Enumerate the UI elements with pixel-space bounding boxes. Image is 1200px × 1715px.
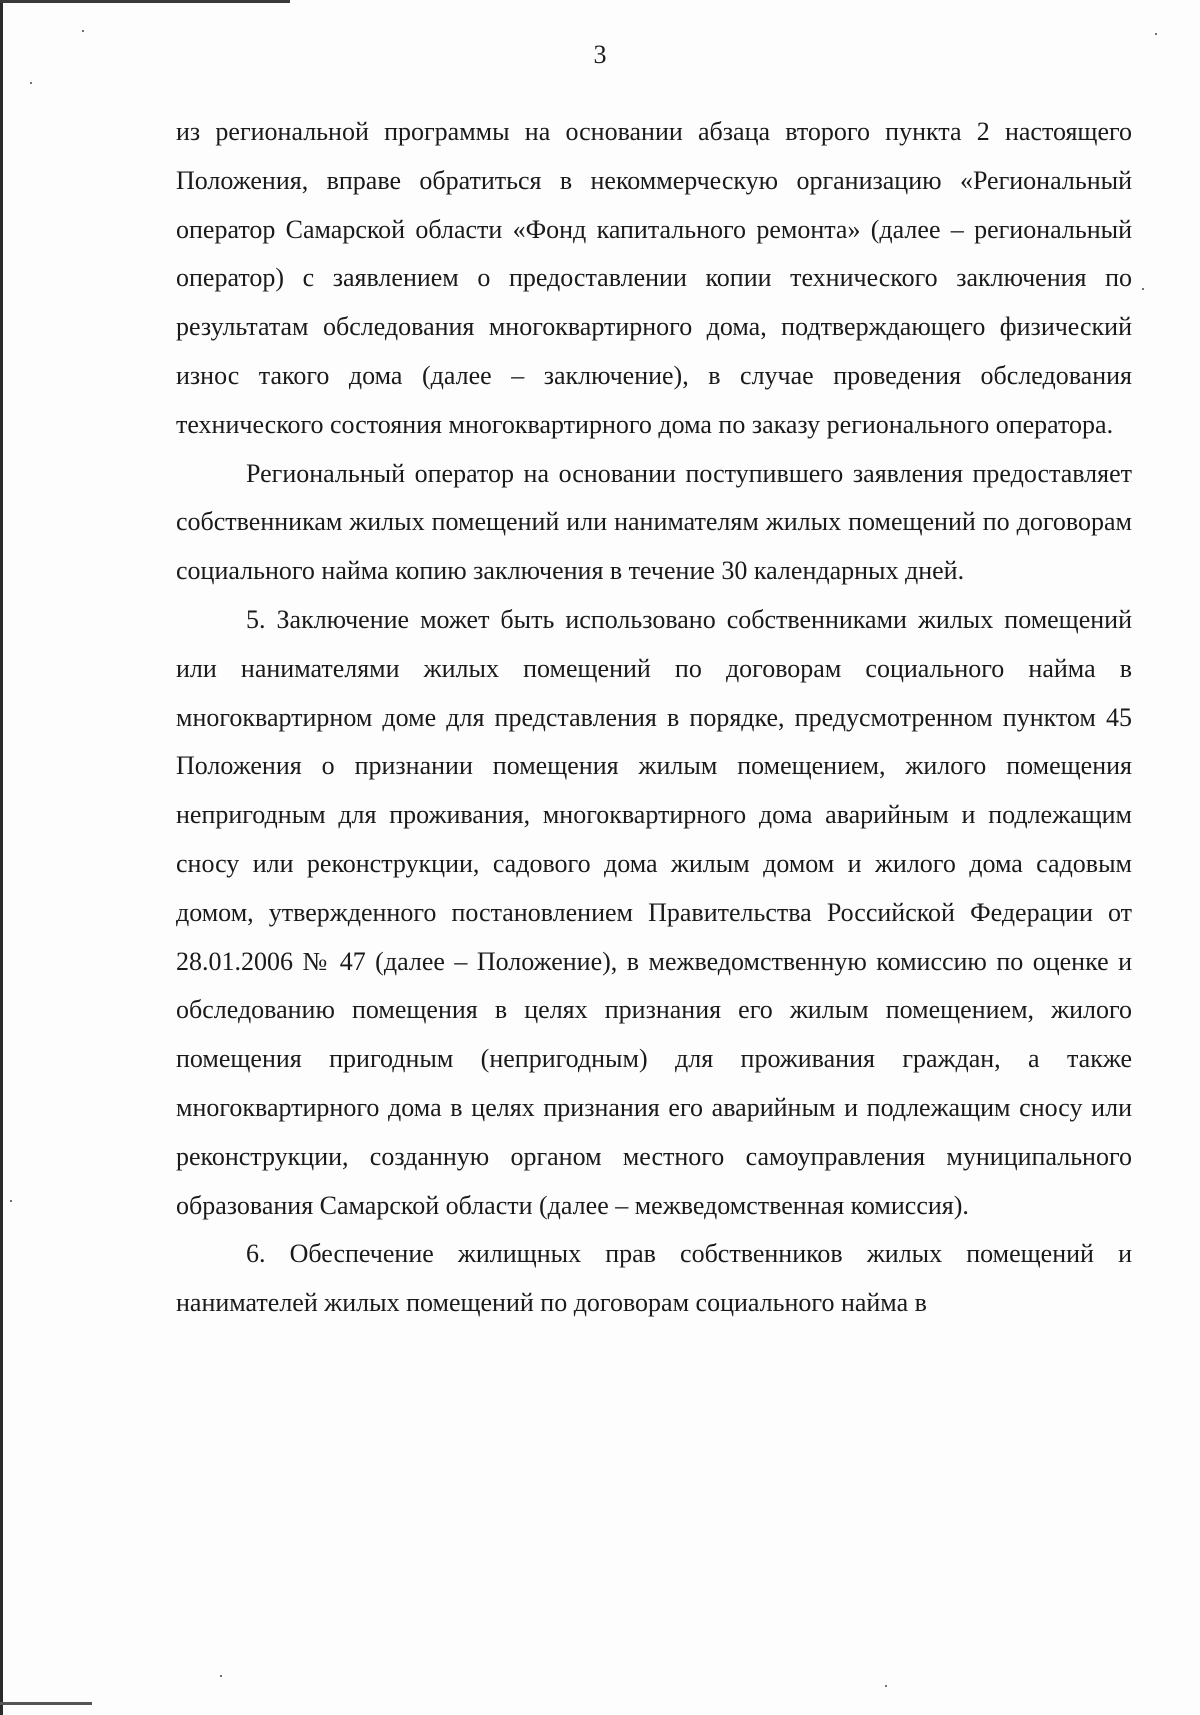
- scan-speck: [30, 82, 32, 84]
- scan-speck: [885, 1685, 887, 1687]
- document-body: [176, 108, 1132, 1328]
- scan-speck: [1155, 33, 1157, 35]
- paragraph-continuation: из региональной программы на основании абзаца второго пункта 2 настоящего Положения, вправе обратиться в некоммерческую организацию «Региональный оператор Самарской области «Фонд капитального ремонта» (далее – региональный оператор) с заявлением о предоставлении копии технического заключения по результатам обследования многоквартирного дома, подтверждающего физический износ такого дома (далее – заключение), в случае проведения обследования технического состояния многоквартирного дома по заказу регионального оператора.: [176, 117, 1132, 439]
- scan-speck: [82, 30, 84, 32]
- page-number: 3: [593, 40, 607, 69]
- scan-speck: [1142, 288, 1144, 290]
- scan-edge-left: [0, 0, 3, 1715]
- paragraph-regional-operator: Региональный оператор на основании поступившего заявления предоставляет собственникам жилых помещений или нанимателям жилых помещений по договорам социального найма копию заключения в течение 30 календарных дней.: [176, 458, 1132, 586]
- scan-edge-bottom: [0, 1702, 92, 1705]
- paragraph-item-5: 5. Заключение может быть использовано собственниками жилых помещений или нанимателями жилых помещений по договорам социального найма в многоквартирном доме для представления в порядке, предусмотренном пунктом 45 Положения о признании помещения жилым помещением, жилого помещения непригодным для проживания, многоквартирного дома аварийным и подлежащим сносу или реконструкции, садового дома жилым домом и жилого дома садовым домом, утвержденного постановлением Правительства Российской Федерации от 28.01.2006 № 47 (далее – Положение), в межведомственную комиссию по оценке и обследованию помещения в целях признания его жилым помещением, жилого помещения пригодным (непригодным) для проживания граждан, а также многоквартирного дома в целях признания его аварийным и подлежащим сносу или реконструкции, созданную органом местного самоуправления муниципального образования Самарской области (далее – межведомственная комиссия).: [176, 604, 1132, 1220]
- scan-speck: [10, 1200, 12, 1202]
- scan-speck: [220, 1675, 222, 1677]
- scan-edge-top: [0, 0, 290, 3]
- paragraph-item-6: 6. Обеспечение жилищных прав собственников жилых помещений и нанимателей жилых помещений по договорам социального найма в: [176, 1239, 1132, 1318]
